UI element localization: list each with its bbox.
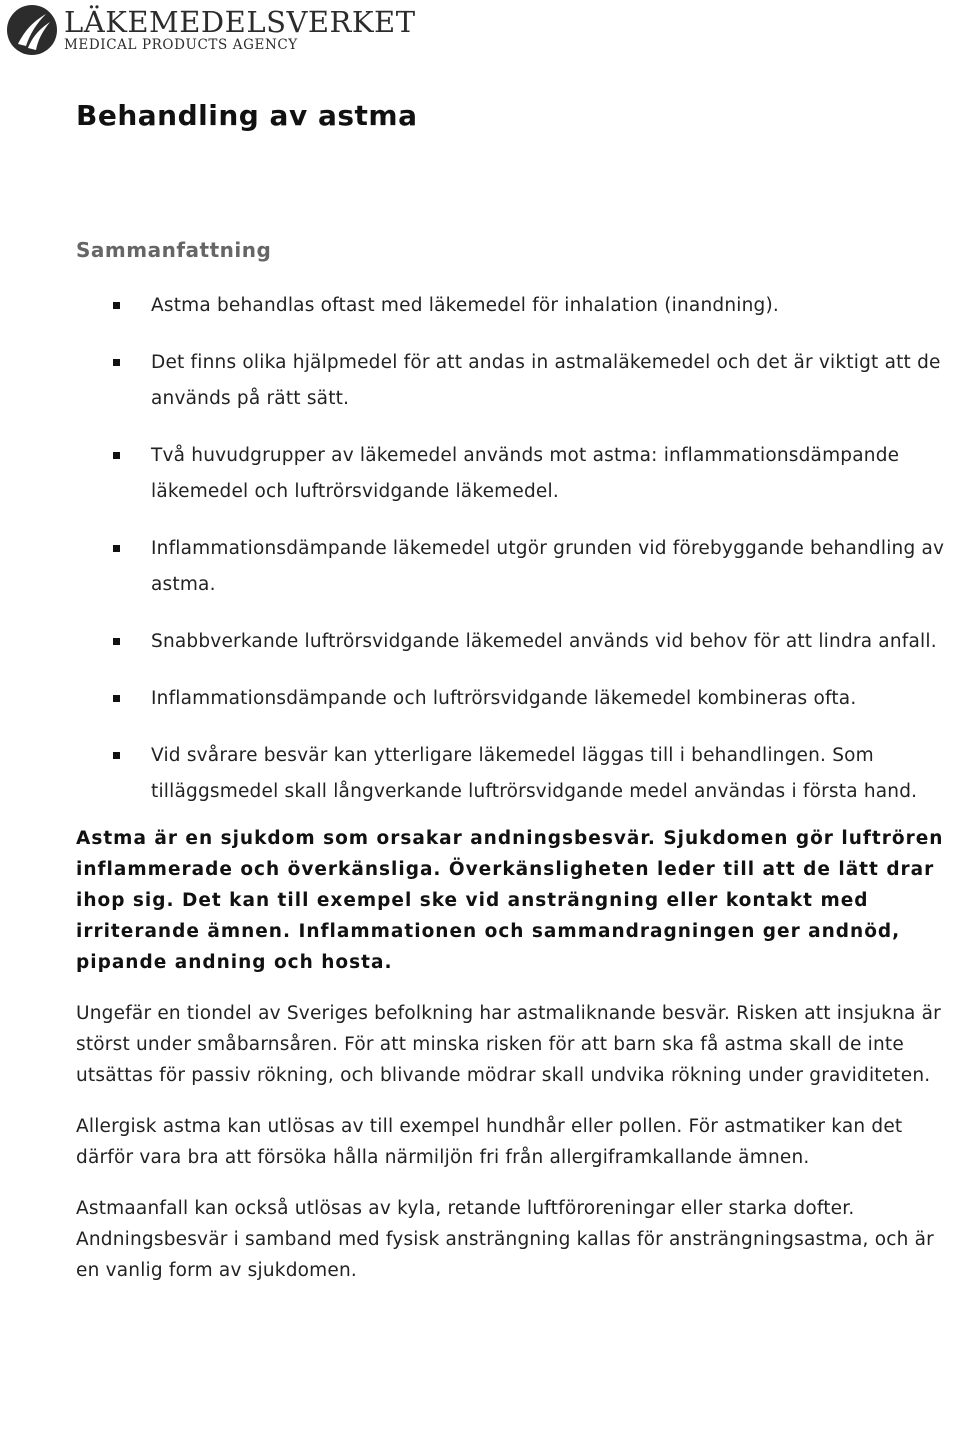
agency-subtitle: MEDICAL PRODUCTS AGENCY <box>64 36 298 53</box>
square-bullet-icon <box>113 695 120 702</box>
square-bullet-icon <box>113 638 120 645</box>
summary-item <box>75 738 960 810</box>
square-bullet-icon <box>113 752 120 759</box>
page-title: Behandling av astma <box>76 99 418 132</box>
summary-list <box>76 288 960 810</box>
square-bullet-icon <box>113 545 120 552</box>
square-bullet-icon <box>113 302 120 309</box>
summary-item-text: Astma behandlas oftast med läkemedel för inhalation (inandning). <box>151 295 779 316</box>
summary-item-text: Inflammationsdämpande läkemedel utgör grunden vid förebyggande behandling av astma. <box>151 538 945 595</box>
square-bullet-icon <box>113 452 120 459</box>
summary-item <box>75 624 960 660</box>
summary-item <box>75 531 960 603</box>
intro-paragraph: Astma är en sjukdom som orsakar andningsbesvär. Sjukdomen gör luftrören inflammerade och överkänsliga. Överkänsligheten leder till att de lätt drar ihop sig. Det kan till exempel ske vid ansträngning eller kontakt med irriterande ämnen. Inflammationen och sammandragningen ger andnöd, pipande andning och hosta. <box>76 828 944 973</box>
body-paragraph: Ungefär en tiondel av Sveriges befolkning har astmaliknande besvär. Risken att insjukna är störst under småbarnsåren. För att minska risken för att barn ska få astma skall de inte utsättas för passiv rökning, och blivande mödrar skall undvika rökning under graviditeten. <box>76 1003 941 1086</box>
agency-name: LÄKEMEDELSVERKET <box>64 4 416 39</box>
document-body <box>76 96 960 1286</box>
summary-item-text: Två huvudgrupper av läkemedel används mot astma: inflammationsdämpande läkemedel och luftrörsvidgande läkemedel. <box>151 445 900 502</box>
summary-item-text: Snabbverkande luftrörsvidgande läkemedel används vid behov för att lindra anfall. <box>151 631 937 652</box>
agency-emblem-icon <box>6 4 58 56</box>
body-paragraph: Allergisk astma kan utlösas av till exempel hundhår eller pollen. För astmatiker kan det därför vara bra att försöka hålla närmiljön fri från allergiframkallande ämnen. <box>76 1116 903 1168</box>
body-paragraph: Astmaanfall kan också utlösas av kyla, retande luftföroreningar eller starka dofter. Andningsbesvär i samband med fysisk ansträngning kallas för ansträngningsastma, och är en vanlig form av sjukdomen. <box>76 1198 934 1281</box>
summary-item <box>75 288 960 324</box>
square-bullet-icon <box>113 359 120 366</box>
summary-item-text: Vid svårare besvär kan ytterligare läkemedel läggas till i behandlingen. Som tilläggsmedel skall långverkande luftrörsvidgande medel användas i första hand. <box>151 745 918 802</box>
summary-item-text: Inflammationsdämpande och luftrörsvidgande läkemedel kombineras ofta. <box>151 688 857 709</box>
agency-logo <box>6 4 416 56</box>
summary-item <box>75 345 960 417</box>
summary-item <box>75 681 960 717</box>
summary-item <box>75 438 960 510</box>
summary-heading: Sammanfattning <box>76 238 272 262</box>
summary-item-text: Det finns olika hjälpmedel för att andas in astmaläkemedel och det är viktigt att de används på rätt sätt. <box>151 352 941 409</box>
